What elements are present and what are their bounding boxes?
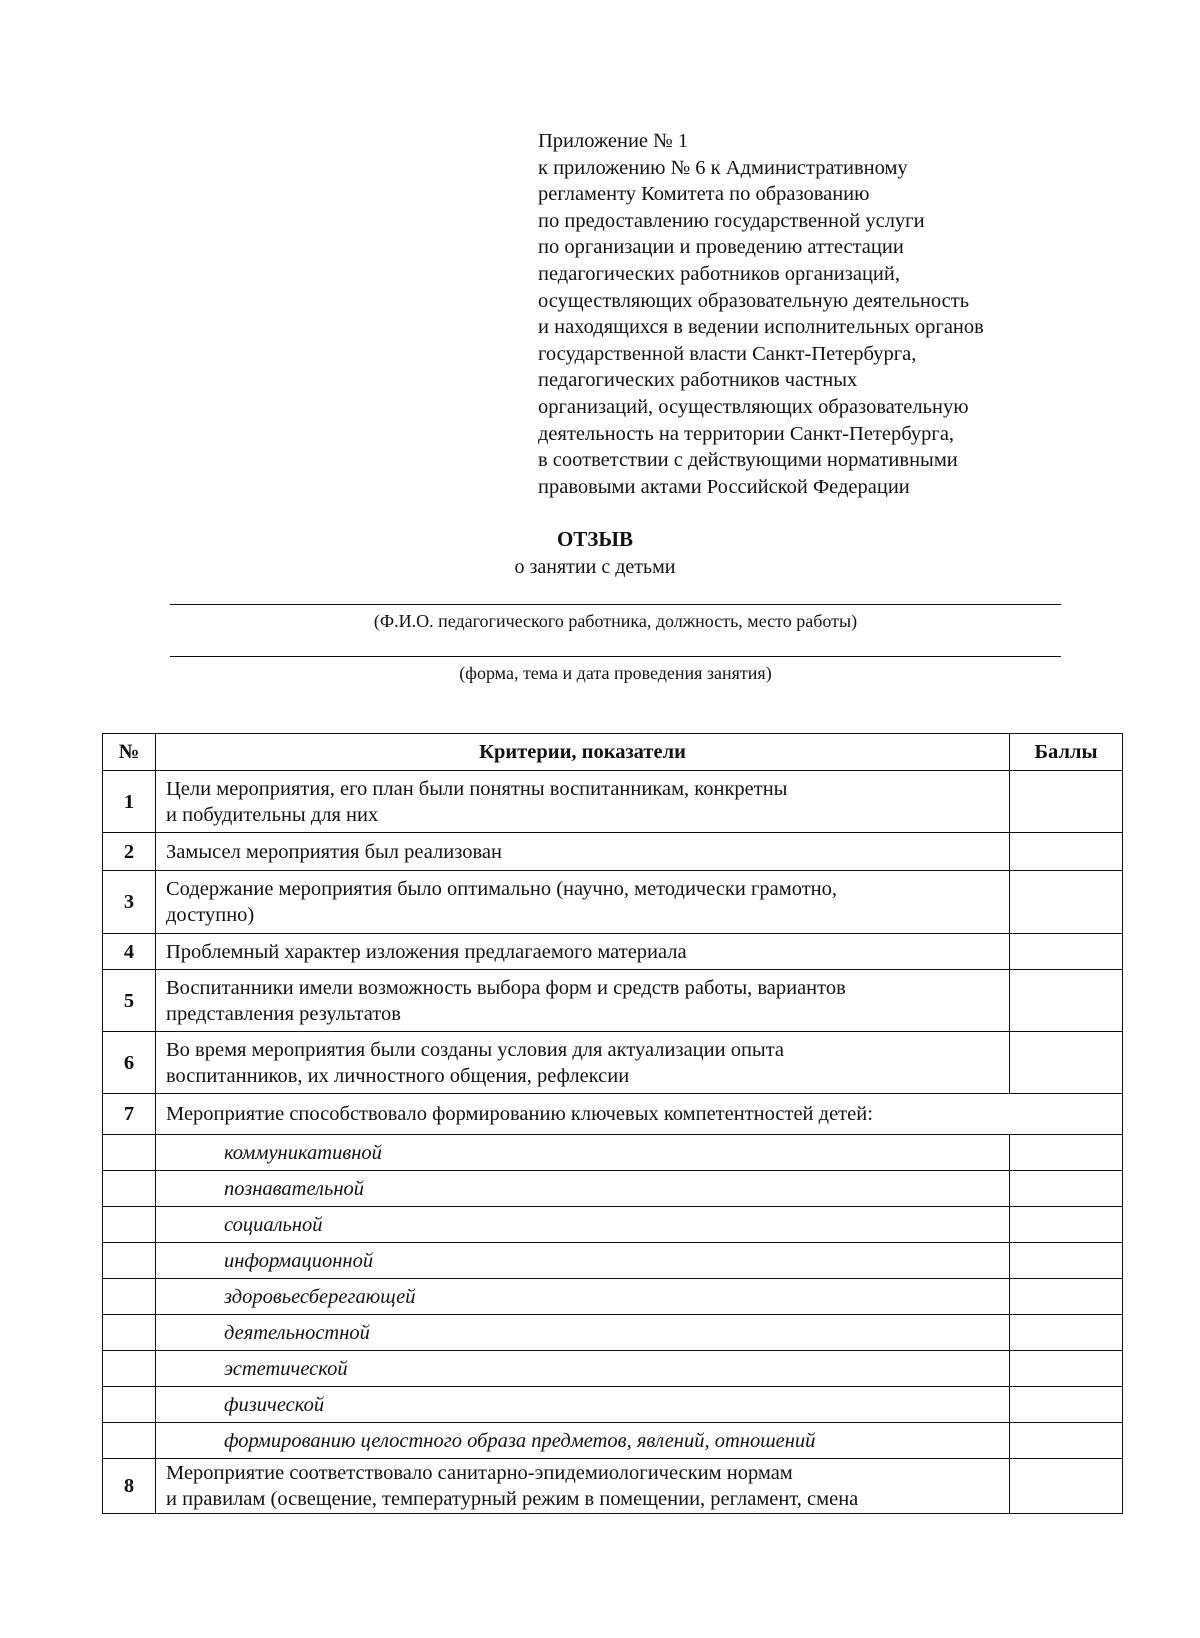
table-row xyxy=(103,1315,1123,1351)
criterion-text xyxy=(156,1032,1010,1094)
header-line: организаций, осуществляющих образовательную xyxy=(538,395,969,418)
score-cell[interactable] xyxy=(1010,1207,1123,1243)
header-line: государственной власти Санкт-Петербурга, xyxy=(538,342,917,365)
score-cell[interactable] xyxy=(1010,1135,1123,1171)
table-row xyxy=(103,1032,1123,1094)
criterion-text xyxy=(156,833,1010,871)
table-row xyxy=(103,970,1123,1032)
criterion-text xyxy=(156,934,1010,970)
score-cell[interactable] xyxy=(1010,1387,1123,1423)
criterion-text xyxy=(156,871,1010,934)
criterion-line: Проблемный характер изложения предлагаемого материала xyxy=(166,940,687,963)
empty-number-cell xyxy=(103,1351,156,1387)
empty-number-cell xyxy=(103,1207,156,1243)
row-number: 7 xyxy=(103,1094,156,1135)
header-line: Приложение № 1 xyxy=(538,130,689,152)
competence-item: деятельностной xyxy=(156,1315,1010,1351)
header-line: к приложению № 6 к Административному xyxy=(538,156,908,179)
competence-item: здоровьесберегающей xyxy=(156,1279,1010,1315)
teacher-info-caption: (Ф.И.О. педагогического работника, должность, место работы) xyxy=(373,611,858,631)
teacher-info-line[interactable] xyxy=(170,604,1061,605)
table-row xyxy=(103,1207,1123,1243)
document-subtitle: о занятии с детьми xyxy=(514,556,676,578)
header-line: деятельность на территории Санкт-Петербурга, xyxy=(538,422,955,445)
header-line: и находящихся в ведении исполнительных органов xyxy=(538,316,984,339)
table-row xyxy=(103,1243,1123,1279)
score-cell[interactable] xyxy=(1010,1315,1123,1351)
criterion-line: и побудительны для них xyxy=(166,803,379,826)
lesson-info-line[interactable] xyxy=(170,656,1061,657)
row-number: 1 xyxy=(103,771,156,833)
appendix-header xyxy=(538,128,1098,500)
empty-number-cell xyxy=(103,1315,156,1351)
criterion-text xyxy=(156,1459,1010,1514)
criterion-line: Содержание мероприятия было оптимально (научно, методически грамотно, xyxy=(166,878,838,900)
lesson-info-caption: (форма, тема и дата проведения занятия) xyxy=(459,663,772,683)
table-row xyxy=(103,1423,1123,1459)
criterion-line: и правилам (освещение, температурный режим в помещении, регламент, смена xyxy=(166,1488,859,1510)
competence-item: информационной xyxy=(156,1243,1010,1279)
table-row xyxy=(103,771,1123,833)
criterion-line: Воспитанники имели возможность выбора форм и средств работы, вариантов xyxy=(166,976,846,999)
row-number: 2 xyxy=(103,833,156,871)
row-number: 6 xyxy=(103,1032,156,1094)
header-line: по предоставлению государственной услуги xyxy=(538,209,925,232)
score-cell[interactable] xyxy=(1010,771,1123,833)
score-cell[interactable] xyxy=(1010,1243,1123,1279)
score-cell[interactable] xyxy=(1010,1423,1123,1459)
row-number: 4 xyxy=(103,934,156,970)
criterion-line: Замысел мероприятия был реализован xyxy=(166,840,502,863)
table-row xyxy=(103,1094,1123,1135)
column-header-criteria: Критерии, показатели xyxy=(156,734,1010,771)
table-row xyxy=(103,934,1123,970)
criterion-line: Мероприятие способствовало формированию ключевых компетентностей детей: xyxy=(166,1103,873,1125)
column-header-score: Баллы xyxy=(1010,734,1123,771)
header-line: регламенту Комитета по образованию xyxy=(538,183,870,206)
criterion-line: Мероприятие соответствовало санитарно-эпидемиологическим нормам xyxy=(166,1462,793,1484)
header-line: правовыми актами Российской Федерации xyxy=(538,475,910,498)
column-header-number: № xyxy=(103,734,156,771)
competence-item: социальной xyxy=(156,1207,1010,1243)
table-header-row xyxy=(103,734,1123,771)
score-cell[interactable] xyxy=(1010,1279,1123,1315)
criterion-line: воспитанников, их личностного общения, рефлексии xyxy=(166,1064,630,1087)
score-cell[interactable] xyxy=(1010,1351,1123,1387)
score-cell[interactable] xyxy=(1010,1171,1123,1207)
table-row xyxy=(103,1279,1123,1315)
header-line: педагогических работников частных xyxy=(538,369,858,392)
header-line: осуществляющих образовательную деятельность xyxy=(538,289,970,312)
score-cell[interactable] xyxy=(1010,833,1123,871)
empty-number-cell xyxy=(103,1135,156,1171)
score-cell[interactable] xyxy=(1010,934,1123,970)
criterion-line: представления результатов xyxy=(166,1002,401,1025)
score-cell[interactable] xyxy=(1010,970,1123,1032)
criterion-text xyxy=(156,970,1010,1032)
empty-number-cell xyxy=(103,1387,156,1423)
criterion-line: Во время мероприятия были созданы условия для актуализации опыта xyxy=(166,1038,785,1061)
score-cell[interactable] xyxy=(1010,871,1123,934)
table-row xyxy=(103,1387,1123,1423)
empty-number-cell xyxy=(103,1423,156,1459)
document-title: ОТЗЫВ xyxy=(556,527,634,551)
header-line: педагогических работников организаций, xyxy=(538,262,900,285)
criteria-table xyxy=(102,733,1123,1514)
criterion-text xyxy=(156,1094,1123,1135)
header-line: по организации и проведению аттестации xyxy=(538,236,904,259)
empty-number-cell xyxy=(103,1171,156,1207)
score-cell[interactable] xyxy=(1010,1032,1123,1094)
table-row xyxy=(103,871,1123,934)
competence-item: познавательной xyxy=(156,1171,1010,1207)
table-row xyxy=(103,1171,1123,1207)
empty-number-cell xyxy=(103,1279,156,1315)
row-number: 5 xyxy=(103,970,156,1032)
criterion-line: Цели мероприятия, его план были понятны воспитанникам, конкретны xyxy=(166,777,788,800)
empty-number-cell xyxy=(103,1243,156,1279)
criterion-text xyxy=(156,771,1010,833)
header-line: в соответствии с действующими нормативными xyxy=(538,449,958,472)
row-number: 8 xyxy=(103,1459,156,1514)
table-row xyxy=(103,1459,1123,1514)
table-row xyxy=(103,833,1123,871)
competence-item: эстетической xyxy=(156,1351,1010,1387)
row-number: 3 xyxy=(103,871,156,934)
competence-item: формированию целостного образа предметов, явлений, отношений xyxy=(156,1423,1010,1459)
competence-item: физической xyxy=(156,1387,1010,1423)
score-cell[interactable] xyxy=(1010,1459,1123,1514)
criterion-line: доступно) xyxy=(166,904,255,926)
competence-item: коммуникативной xyxy=(156,1135,1010,1171)
table-row xyxy=(103,1135,1123,1171)
table-row xyxy=(103,1351,1123,1387)
